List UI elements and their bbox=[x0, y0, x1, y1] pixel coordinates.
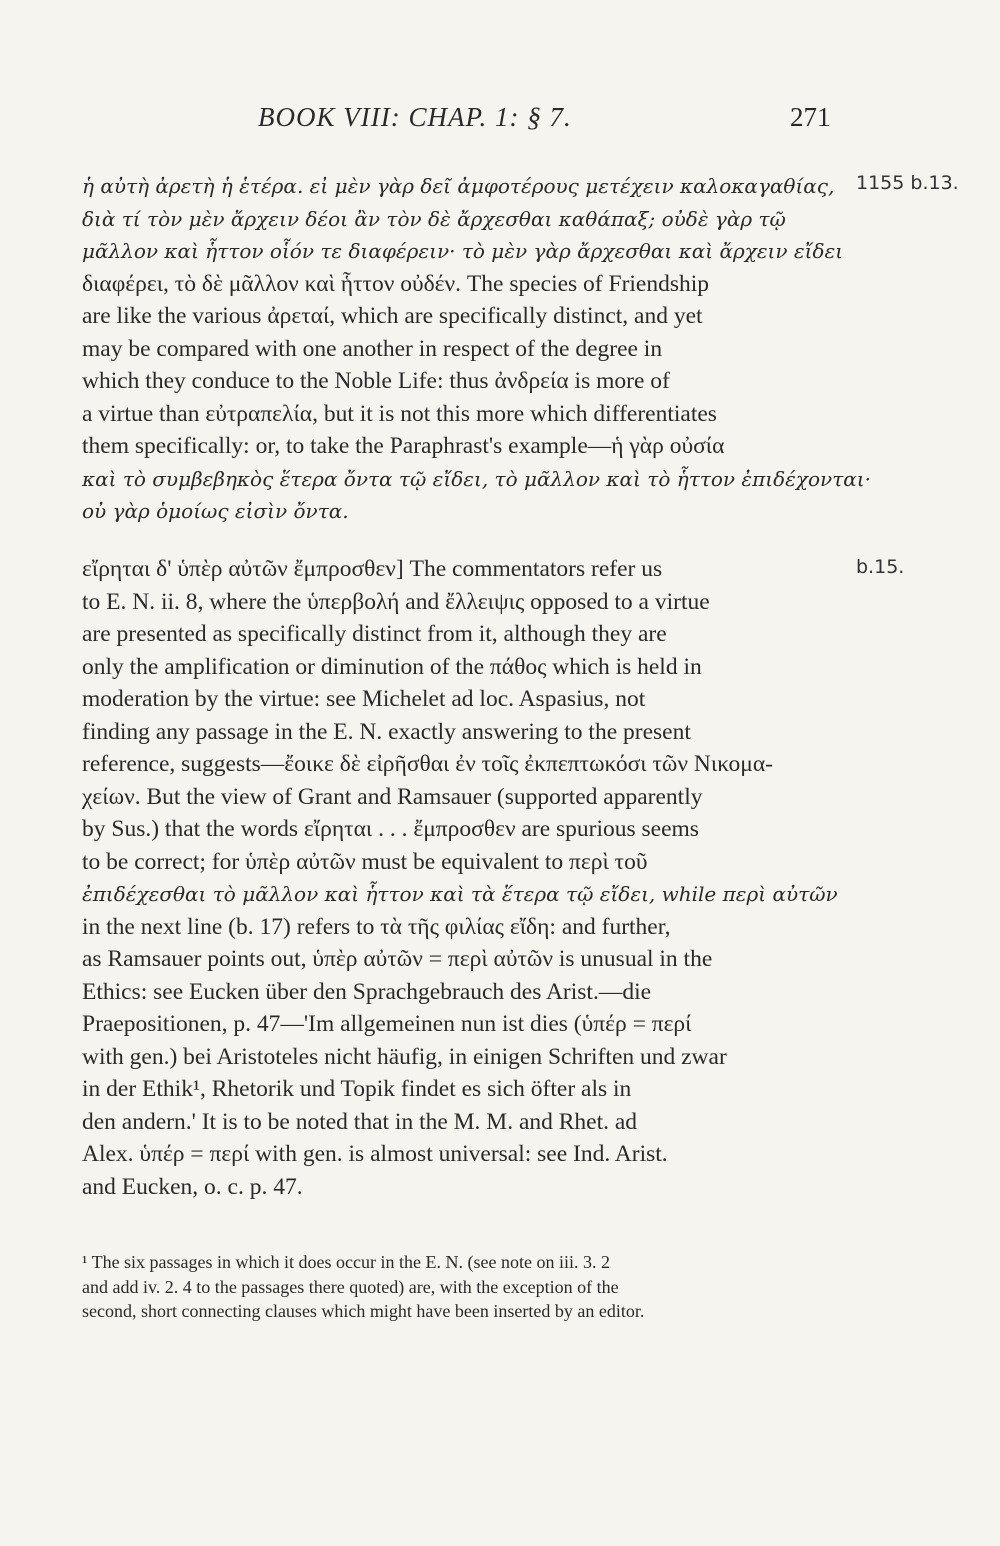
text-line: διαφέρει, τὸ δὲ μᾶλλον καὶ ἧττον οὐδέν. The species of Friendship bbox=[82, 270, 710, 297]
running-head-title: BOOK VIII: CHAP. 1: § 7. bbox=[258, 102, 572, 132]
text-line: are like the various ἀρεταί, which are specifically distinct, and yet bbox=[82, 303, 703, 329]
text-line: and Eucken, o. c. p. 47. bbox=[82, 1173, 303, 1200]
text-line: Alex. ὑπέρ = περί with gen. is almost universal: see Ind. Arist. bbox=[82, 1141, 668, 1167]
paragraph-commentary bbox=[82, 553, 852, 1203]
footnote-line: second, short connecting clauses which might have been inserted by an editor. bbox=[82, 1301, 645, 1321]
text-line: διὰ τί τὸν μὲν ἄρχειν δέοι ἂν τὸν δὲ ἄρχεσθαι καθάπαξ; οὐδὲ γὰρ τῷ bbox=[82, 206, 786, 231]
text-line: καὶ τὸ συμβεβηκὸς ἕτερα ὄντα τῷ εἴδει, τὸ μᾶλλον καὶ τὸ ἧττον ἐπιδέχονται· bbox=[82, 466, 871, 491]
text-line: with gen.) bei Aristoteles nicht häufig, in einigen Schriften und zwar bbox=[82, 1043, 727, 1070]
text-line: οὐ γὰρ ὁμοίως εἰσὶν ὄντα. bbox=[82, 499, 349, 523]
text-line: Praepositionen, p. 47—'Im allgemeinen nun ist dies (ὑπέρ = περί bbox=[82, 1011, 692, 1037]
text-line: may be compared with one another in respect of the degree in bbox=[82, 335, 663, 362]
text-line: them specifically: or, to take the Paraphrast's example—ἡ γὰρ οὐσία bbox=[82, 433, 725, 459]
text-line: εἴρηται δ' ὑπὲρ αὐτῶν ἔμπροσθεν] The commentators refer us bbox=[82, 556, 663, 582]
footnote-line: and add iv. 2. 4 to the passages there quoted) are, with the exception of the bbox=[82, 1276, 619, 1297]
text-line: in the next line (b. 17) refers to τὰ τῆς φιλίας εἴδη: and further, bbox=[82, 913, 671, 940]
running-head bbox=[0, 102, 1000, 142]
paragraph-greek-quote bbox=[82, 170, 871, 528]
text-line: only the amplification or diminution of the πάθος which is held in bbox=[82, 653, 702, 680]
text-line: in der Ethik¹, Rhetorik und Topik findet es sich öfter als in bbox=[82, 1076, 632, 1102]
text-line: μᾶλλον καὶ ἧττον οἷόν τε διαφέρειν· τὸ μὲν γὰρ ἄρχεσθαι καὶ ἄρχειν εἴδει bbox=[82, 239, 844, 263]
text-line: moderation by the virtue: see Michelet ad loc. Aspasius, not bbox=[82, 686, 646, 712]
text-line: ἐπιδέχεσθαι τὸ μᾶλλον καὶ ἧττον καὶ τὰ ἕτερα τῷ εἴδει, while περὶ αὐτῶν bbox=[82, 882, 838, 906]
text-line: ἡ αὐτὴ ἀρετὴ ἡ ἑτέρα. εἰ μὲν γὰρ δεῖ ἀμφοτέρους μετέχειν καλοκαγαθίας, bbox=[82, 174, 835, 198]
margin-reference: 1155 b.13. bbox=[856, 172, 959, 194]
text-line: to be correct; for ὑπὲρ αὐτῶν must be equivalent to περὶ τοῦ bbox=[82, 848, 648, 875]
text-line: den andern.' It is to be noted that in the M. M. and Rhet. ad bbox=[82, 1108, 638, 1135]
text-line: to E. N. ii. 8, where the ὑπερβολή and ἔλλειψις opposed to a virtue bbox=[82, 588, 710, 615]
text-line: Ethics: see Eucken über den Sprachgebrauch des Arist.—die bbox=[82, 978, 652, 1005]
page-number: 271 bbox=[790, 102, 831, 132]
margin-reference: b.15. bbox=[856, 556, 905, 578]
text-line: are presented as specifically distinct from it, although they are bbox=[82, 621, 667, 647]
text-line: reference, suggests—ἔοικε δὲ εἰρῆσθαι ἐν τοῖς ἐκπεπτωκόσι τῶν Νικομα- bbox=[82, 751, 774, 777]
footnote-line: ¹ The six passages in which it does occur in the E. N. (see note on iii. 3. 2 bbox=[82, 1252, 610, 1272]
text-line: which they conduce to the Noble Life: thus ἀνδρεία is more of bbox=[82, 368, 670, 394]
text-line: χείων. But the view of Grant and Ramsauer (supported apparently bbox=[82, 783, 703, 810]
footnotes bbox=[82, 1250, 852, 1324]
text-line: by Sus.) that the words εἴρηται . . . ἔμπροσθεν are spurious seems bbox=[82, 816, 699, 842]
text-line: as Ramsauer points out, ὑπὲρ αὐτῶν = περὶ αὐτῶν is unusual in the bbox=[82, 946, 713, 972]
text-line: finding any passage in the E. N. exactly answering to the present bbox=[82, 718, 691, 745]
text-line: a virtue than εὐτραπελία, but it is not this more which differentiates bbox=[82, 400, 717, 427]
